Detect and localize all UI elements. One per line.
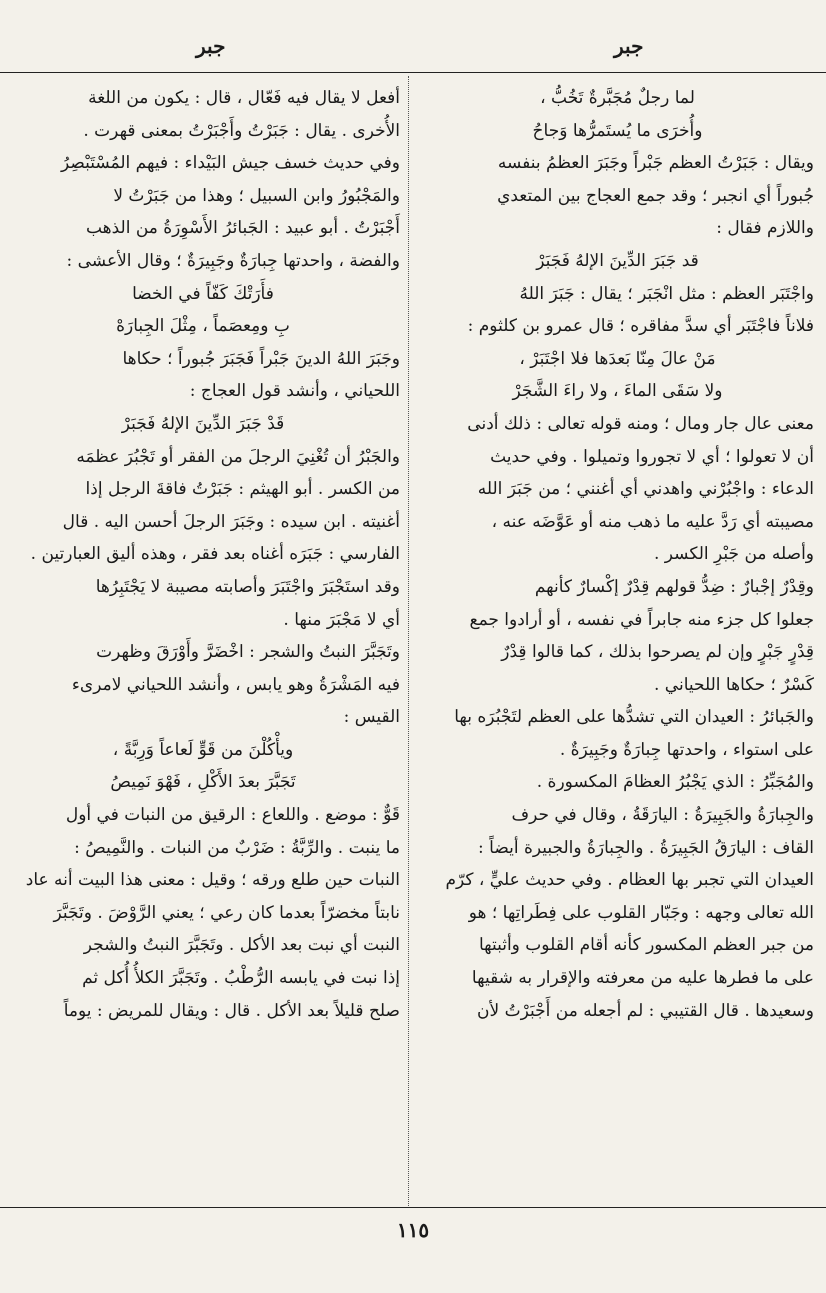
text-line: معنى عال جار ومال ؛ ومنه قوله تعالى : ذلك أدنى [467,413,814,434]
text-line: النبت أي نبت بعد الأكل . وتَجَبَّرَ النبتُ والشجر [83,935,400,956]
text-line: والجَبائرُ : العيدان التي تشدُّها على العظم لتَجْبُرَه بها [454,707,814,728]
text-line: والمُجَبِّرُ : الذي يَجْبُرُ العظامَ المكسورة . [536,772,814,793]
text-line: أن لا تعولوا ؛ أي لا تجوروا وتميلوا . وفي حديث [490,446,814,467]
text-line: نابتاً مخضرّاً بعدما كان رعي ؛ يعني الرَّوْضَ . وتَجَبَّرَ [53,902,400,923]
text-line: والجَبْرُ أن تُغْنِيَ الرجلَ من الفقر أو تَجْبُرَ عظمَه [76,446,400,467]
text-line: الله تعالى وجهه : وجَبّار القلوب على فِطَراتِها ؛ هو [468,902,814,923]
text-line: إذا نبت في يابسه الرُّطْبُ . وتَجَبَّرَ الكلأُ أُكل ثم [82,968,400,989]
page-number: ١١٥ [396,1218,430,1242]
verse-line: وأُخرَى ما يُستَمرُّها وَجاحُ [532,120,703,141]
text-line: فيه المَشْرَةُ وهو يابس ، وأنشد اللحياني لامرىء [71,674,400,695]
text-line: أَجْبَرْتُ . أبو عبيد : الجَبائرُ الأَسْوِرَةُ من الذهب [85,218,400,239]
text-line: الفارسي : جَبَرَه أغناه بعد فقر ، وهذه أليق العبارتين . [30,544,400,565]
text-line: القيس : [343,707,400,728]
text-line: وتَجَبَّرَ النبتُ والشجر : اخْضَرَّ وأَوْرَقَ وظهرت [96,642,400,663]
left-column [6,82,400,1027]
verse-line: قد جَبَرَ الدِّينَ الإلهُ فَجَبَرْ [536,250,699,271]
text-line: كَسْرٌ ؛ حكاها اللحياني . [654,674,814,695]
text-line: أغنيته . ابن سيده : وجَبَرَ الرجلَ أحسن اليه . قال [62,511,400,532]
text-line: فلاناً فاجْتَبَر أي سدَّ مفاقره ؛ قال عمرو بن كلثوم : [467,316,814,337]
text-line: وفي حديث خسف جيش البَيْداء : فيهم المُسْتَبْصِرُ [61,153,400,174]
text-line: جُبوراً أي انجبر ؛ وقد جمع العجاج بين المتعدي [497,185,814,206]
text-line: جعلوا كل جزء منه جابراً في نفسه ، أو أرادوا جمع [469,609,814,630]
footer-rule [0,1207,826,1208]
verse-line: ويأْكُلْنَ من قَوٍّ لَعاعاً وَرِبَّةً ، [112,739,294,760]
text-line: وجَبَرَ اللهُ الدينَ جَبْراً فَجَبَرَ جُبوراً ؛ حكاها [122,348,400,369]
verse-line: فأَرَتْكَ كَفّاً في الخضا [132,283,274,304]
headword-right: جبر [614,34,644,58]
headword-left: جبر [196,34,226,58]
text-line: والمَجْبُورُ وابن السبيل ؛ وهذا من جَبَرْتُ لا [113,185,400,206]
text-line: مصيبته أي رَدَّ عليه ما ذهب منه أو عَوَّضَه عنه ، [491,511,814,532]
text-line: والفضة ، واحدتها جِبارَةٌ وجَبِيرَةٌ ؛ وقال الأعشى : [66,250,400,271]
verse-line: قَدْ جَبَرَ الدِّينَ الإلهُ فَجَبَرْ [121,413,285,434]
text-line: قِدْرٍ جَبْرٍ وإن لم يصرحوا بذلك ، كما قالوا قِدْرٌ [501,642,814,663]
verse-line: بِ ومِعصَماً ، مِثْلَ الجِبارَهْ [116,316,290,337]
text-line: النبات حين طلع ورقه ؛ وقيل : معنى هذا البيت أنه عاد [25,870,400,891]
text-line: على استواء ، واحدتها جِبارَةٌ وجَبِيرَةٌ . [559,739,814,760]
text-line: وقد استَجْبَرَ واجْتَبَرَ وأصابته مصيبة لا يَجْتَبِرُها [95,576,400,597]
text-line: العيدان التي تجبر بها العظام . وفي حديث عليٍّ ، كرّم [445,870,814,891]
header-rule [0,72,826,73]
text-line: الدعاء : واجْبُرْني واهدني أي أغنني ؛ من جَبَرَ الله [477,479,814,500]
verse-line: تَجَبَّرَ بعدَ الأَكْلِ ، فَهْوَ نَمِيصُ [110,772,296,793]
verse-line: مَنْ عالَ مِنّا بَعدَها فلا اجْتَبَرْ ، [519,348,716,369]
text-line: من جبر العظم المكسور كأنه أقام القلوب وأثبتها [478,935,814,956]
text-line: على ما فطرها عليه من معرفته والإقرار به شقيها [471,968,814,989]
text-line: صلح قليلاً بعد الأكل . قال : ويقال للمريض : يوماً [63,1000,400,1021]
text-line: وسعيدها . قال القتيبي : لم أجعله من أَجْبَرْتُ لأن [477,1000,814,1021]
text-line: قَوٌّ : موضع . واللعاع : الرقيق من النبات في أول [65,805,400,826]
right-column [421,82,814,1027]
verse-line: لما رجلٌ مُجَبَّرةٌ تَخُبُّ ، [540,88,695,108]
text-line: واللازم فقال : [716,218,814,239]
text-line: أي لا مَجْبَرَ منها . [283,609,400,630]
text-line: أفعل لا يقال فيه فَعّال ، قال : يكون من اللغة [88,88,400,108]
text-line: من الكسر . أبو الهيثم : جَبَرْتُ فاقةَ الرجل إذا [85,479,400,500]
text-line: ويقال : جَبَرْتُ العظم جَبْراً وجَبَرَ العظمُ بنفسه [497,153,814,174]
text-line: القاف : اليارَقُ الجَبِيرَةُ . والجِبارَةُ والجبيرة أيضاً : [478,837,814,858]
column-divider [408,76,409,1206]
text-line: وأصله من جَبْرِ الكسر . [653,544,814,565]
text-line: وقِدْرٌ إجْبارٌ : ضِدُّ قولهم قِدْرٌ إكْسارٌ كأنهم [534,576,814,597]
text-line: اللحياني ، وأنشد قول العجاج : [189,381,400,402]
text-line: الأُخرى . يقال : جَبَرْتُ وأَجْبَرْتُ بمعنى قهرت . [83,120,400,141]
verse-line: ولا سَقَى الماءَ ، ولا راءَ الشَّجَرْ [512,381,723,402]
text-line: ما ينبت . والرِّبَّةُ : ضَرْبٌ من النبات . والنَّمِيصُ : [74,837,400,858]
text-line: واجْتَبَر العظم : مثل انْجَبَر ؛ يقال : جَبَرَ اللهُ [519,283,814,304]
text-line: والجِبارَةُ والجَبِيرَةُ : اليارَقَةُ ، وقال في حرف [511,805,814,826]
